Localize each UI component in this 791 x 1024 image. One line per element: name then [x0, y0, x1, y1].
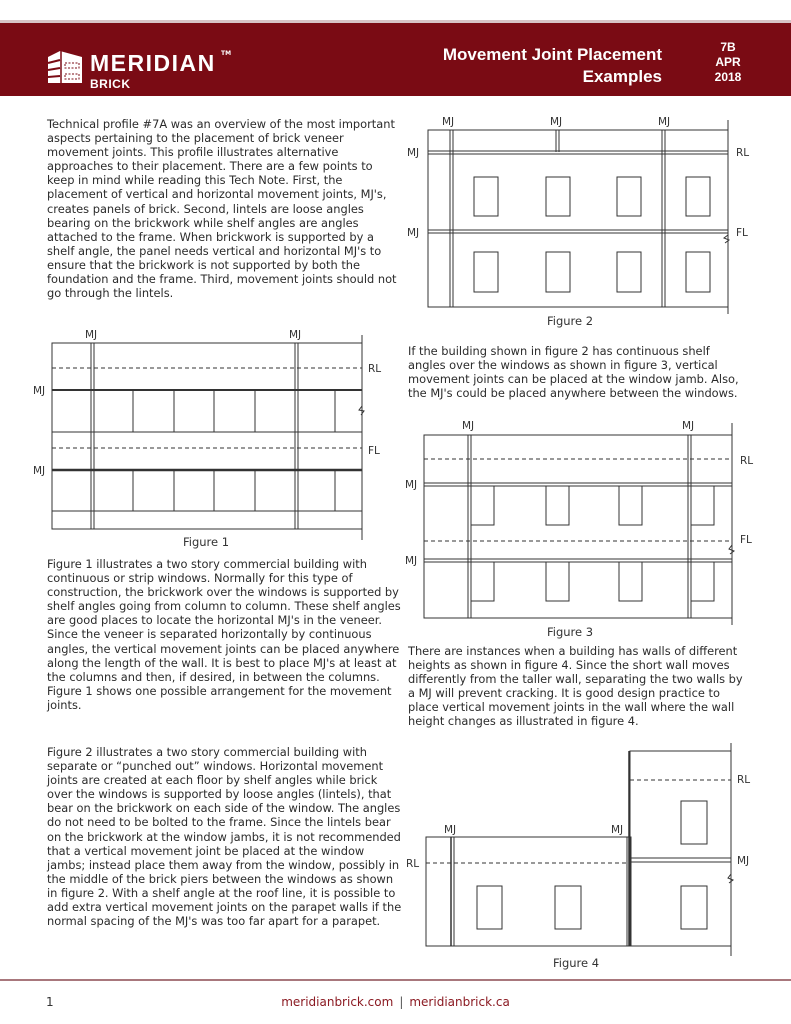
figure-1	[30, 320, 400, 540]
title-line-1: Movement Joint Placement	[442, 45, 662, 64]
footer-links	[0, 995, 791, 1009]
figure-3-drawing	[400, 415, 791, 630]
mj-label: MJ	[405, 479, 418, 491]
website-link-com[interactable]: meridianbrick.com	[281, 995, 394, 1009]
footer-separator: |	[399, 995, 404, 1009]
mj-label: MJ	[611, 824, 624, 836]
brand-subtitle: BRICK	[90, 77, 131, 91]
issue-year: 2018	[714, 70, 742, 84]
figure-3	[400, 415, 791, 630]
rl-label: RL	[736, 147, 750, 159]
mj-label: MJ	[444, 824, 457, 836]
building-logo-icon	[46, 47, 84, 85]
figure-4	[400, 740, 791, 965]
title-line-2: Examples	[582, 67, 662, 86]
figure-2-paragraph: Figure 2 illustrates a two story commercial building with separate or “punched out” windows. Horizontal movement joints are created at each floor by shelf angles while brick over the windows is supported by loose angles (lintels), that bear on the brickwork on each side of the window. The angles do not need to be bolted to the frame. Since the lintels bear on the brickwork at the window jambs, it is not recommended that a vertical movement joint be placed at the window jambs; instead place them away from the window, possibly in the middle of the brick piers between the windows as shown in figure 2. With a shelf angle at the roof line, it is possible to add extra vertical movement joints on the parapet walls if the normal spacing of the MJ's was too far apart for a parapet.	[47, 745, 402, 929]
rl-label: RL	[740, 455, 754, 467]
mj-label: MJ	[33, 465, 46, 477]
figure-3-paragraph: If the building shown in figure 2 has continuous shelf angles over the windows as shown in figure 3, vertical movement joints can be placed at the window jamb. Also, the MJ's could be placed anywhere between the windows.	[408, 344, 739, 401]
mj-label: MJ	[85, 329, 98, 341]
figure-1-drawing	[30, 320, 400, 540]
figure-2	[400, 110, 791, 320]
figure-1-paragraph: Figure 1 illustrates a two story commercial building with continuous or strip windows. Normally for this type of construction, the brickwork over the windows is supported by shelf angles going from column to column. These shelf angles are good places to locate the horizontal MJ's in the veneer. Since the veneer is separated horizontally by continuous angles, the vertical movement joints can be placed anywhere along the length of the wall. It is best to place MJ's at least at the columns and then, if desired, in between the columns. Figure 1 shows one possible arrangement for the movement joints.	[47, 557, 401, 712]
mj-label: MJ	[407, 147, 420, 159]
figure-4-paragraph: There are instances when a building has walls of different heights as shown in figure 4. Since the short wall moves differently from the taller wall, separating the two walls by a MJ will prevent cracking. It is good design practice to place vertical movement joints in the wall where the wall height changes as illustrated in figure 4.	[408, 644, 743, 729]
figure-2-drawing	[400, 110, 791, 320]
mj-label: MJ	[289, 329, 302, 341]
page-number: 1	[46, 995, 54, 1009]
rl-label: RL	[368, 363, 382, 375]
brand-name: MERIDIAN	[90, 50, 216, 76]
profile-number: 7B	[720, 40, 736, 54]
fl-label: FL	[740, 534, 752, 546]
mj-label: MJ	[550, 116, 563, 128]
rl-label: RL	[406, 858, 420, 870]
rl-label: RL	[737, 774, 751, 786]
figure-2-caption: Figure 2	[547, 314, 594, 328]
footer-rule	[0, 979, 791, 981]
fl-label: FL	[368, 445, 380, 457]
mj-label: MJ	[658, 116, 671, 128]
brand-logo	[46, 47, 236, 95]
fl-label: FL	[736, 227, 748, 239]
figure-1-caption: Figure 1	[183, 535, 230, 549]
mj-label: MJ	[407, 227, 420, 239]
page-header	[0, 23, 791, 96]
figure-4-drawing	[400, 740, 791, 965]
document-title	[443, 44, 662, 88]
intro-paragraph: Technical profile #7A was an overview of the most important aspects pertaining to the placement of brick veneer movement joints. This profile illustrates alternative approaches to their placement. There are a few points to keep in mind while reading this Tech Note. First, the placement of vertical and horizontal movement joints, MJ's, creates panels of brick. Second, lintels are loose angles bearing on the brickwork while shelf angles are angles attached to the frame. When brickwork is supported by a shelf angle, the panel needs vertical and horizontal MJ's to ensure that the brickwork is not supported by both the foundation and the frame. Third, movement joints should not go through the lintels.	[47, 117, 397, 301]
trademark-mark: TM	[221, 50, 232, 57]
figure-4-caption: Figure 4	[553, 956, 600, 970]
mj-label: MJ	[682, 420, 695, 432]
issue-month: APR	[715, 55, 741, 69]
mj-label: MJ	[442, 116, 455, 128]
mj-label: MJ	[462, 420, 475, 432]
mj-label: MJ	[33, 385, 46, 397]
website-link-ca[interactable]: meridianbrick.ca	[409, 995, 510, 1009]
issue-info	[704, 40, 752, 85]
figure-3-caption: Figure 3	[547, 625, 594, 639]
mj-label: MJ	[737, 855, 750, 867]
mj-label: MJ	[405, 555, 418, 567]
